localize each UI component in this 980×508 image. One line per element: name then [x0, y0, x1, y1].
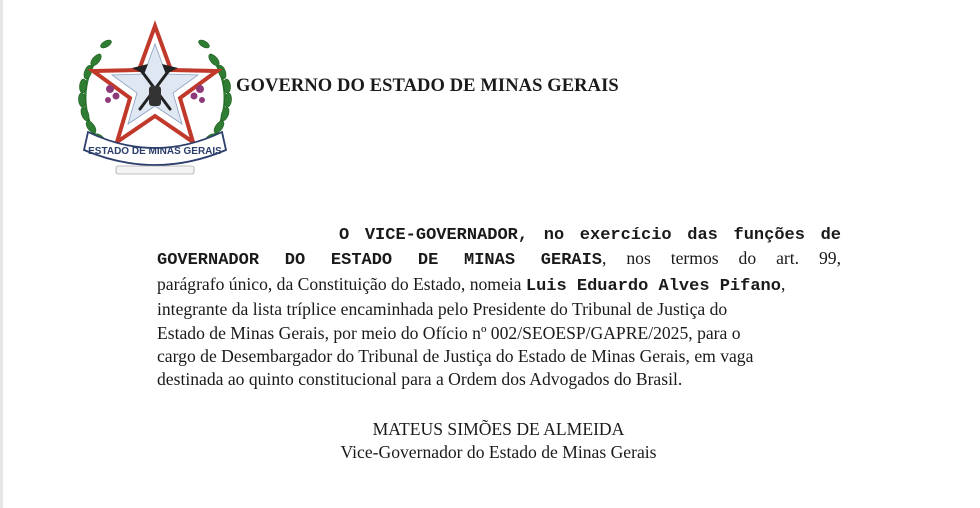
state-coat-of-arms-icon [70, 14, 240, 184]
signatory-title: Vice-Governador do Estado de Minas Gerais [340, 442, 657, 463]
signature-block [320, 418, 677, 465]
decree-line-7: destinada ao quinto constitucional para a Ordem dos Advogados do Brasil. [157, 369, 683, 390]
page-title: GOVERNO DO ESTADO DE MINAS GERAIS [236, 76, 619, 96]
subject: O VICE-GOVERNADOR [339, 226, 518, 245]
decree-line-2 [157, 247, 841, 272]
decree-text-p2: , nos termos do art. 99, [602, 248, 841, 269]
decree-line-5: Estado de Minas Gerais, por meio do Ofício nº 002/SEOESP/GAPRE/2025, para o [157, 322, 741, 343]
seal-ring-text: ESTADO DE MINAS GERAIS [88, 146, 222, 157]
decree-body [157, 222, 841, 392]
decree-line-1 [157, 222, 841, 247]
page-left-edge [0, 0, 3, 508]
signatory-name: MATEUS SIMÕES DE ALMEIDA [372, 419, 625, 439]
decree-text-p1: , no exercício das funções de [517, 226, 841, 245]
decree-line-3 [157, 273, 841, 298]
governor-title: GOVERNADOR DO ESTADO DE MINAS GERAIS [157, 251, 602, 271]
appointee-name: Luis Eduardo Alves Pifano [525, 276, 781, 296]
decree-line-6: cargo de Desembargador do Tribunal de Justiça do Estado de Minas Gerais, em vaga [157, 346, 754, 367]
decree-line-4: integrante da lista tríplice encaminhada pelo Presidente do Tribunal de Justiça do [157, 299, 728, 320]
decree-text-p3: parágrafo único, da Constituição do Estado, nomeia [157, 273, 522, 294]
decree-text-p4: , [780, 273, 786, 294]
